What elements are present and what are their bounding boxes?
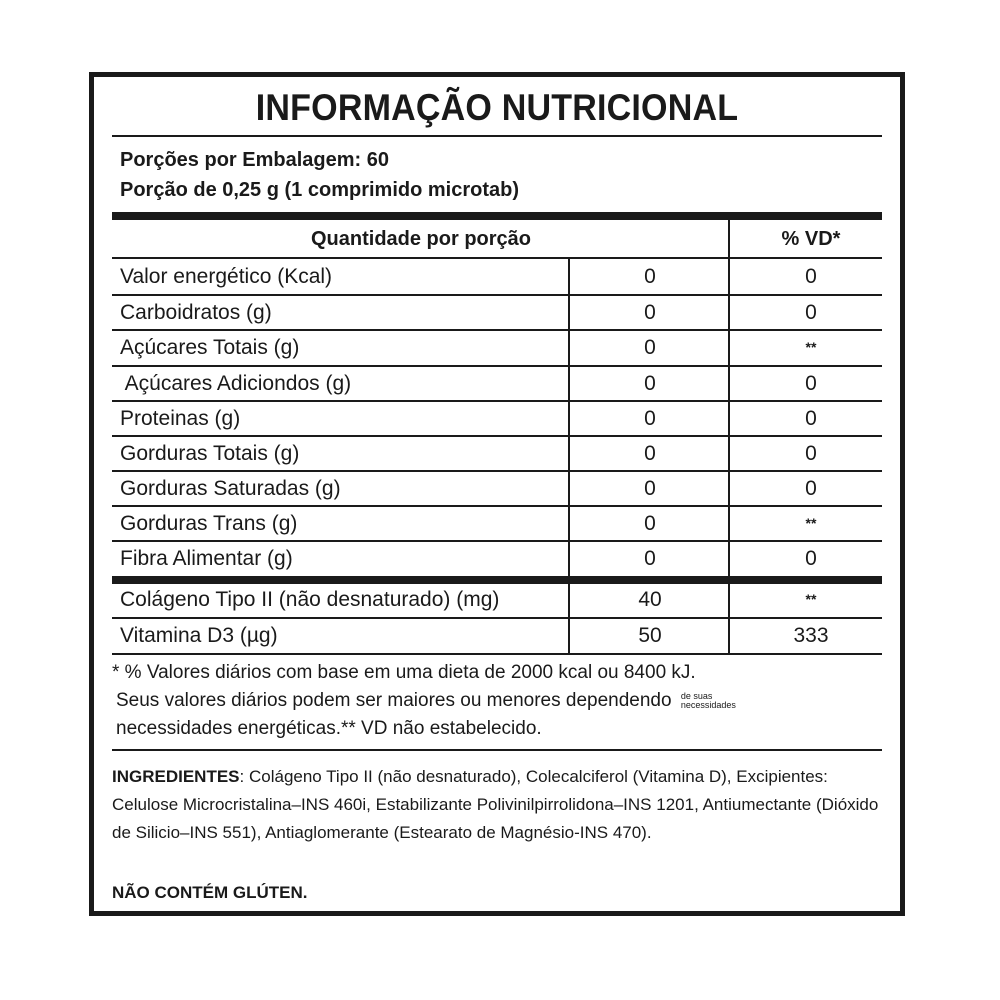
nutrient-vd: 0 bbox=[805, 442, 817, 465]
nutrient-qty: 0 bbox=[644, 442, 656, 465]
ingredients-block bbox=[112, 763, 882, 847]
footnote-daily-values-2 bbox=[116, 687, 736, 715]
nutrient-vd: 333 bbox=[793, 624, 829, 647]
footnote-small-text bbox=[681, 692, 736, 710]
table-row bbox=[112, 366, 882, 401]
footnote-vd-not-established: necessidades energéticas.** VD não estabelecido. bbox=[116, 718, 542, 739]
nutrient-name: Colágeno Tipo II (não desnaturado) (mg) bbox=[120, 588, 500, 611]
nutrient-name: Açúcares Adiciondos (g) bbox=[120, 372, 352, 395]
table-row bbox=[112, 471, 882, 506]
servings-per-package: Porções por Embalagem: 60 bbox=[120, 149, 389, 171]
nutrient-qty: 0 bbox=[644, 512, 656, 535]
nutrient-qty: 0 bbox=[644, 407, 656, 430]
table-row bbox=[112, 506, 882, 541]
nutrient-qty: 0 bbox=[644, 547, 656, 570]
nutrient-qty: 50 bbox=[638, 624, 662, 647]
header-vd: % VD* bbox=[781, 228, 841, 250]
table-row bbox=[112, 582, 882, 617]
ingredients-label: INGREDIENTES bbox=[112, 767, 240, 786]
label-title: INFORMAÇÃO NUTRICIONAL bbox=[255, 87, 739, 128]
table-bottom-divider bbox=[112, 653, 882, 655]
nutrient-name: Gorduras Saturadas (g) bbox=[120, 477, 341, 500]
nutrient-name: Gorduras Totais (g) bbox=[120, 442, 300, 465]
nutrient-qty: 0 bbox=[644, 301, 656, 324]
nutrient-vd: 0 bbox=[805, 265, 817, 288]
nutrient-vd: ** bbox=[805, 591, 817, 607]
title-divider bbox=[112, 135, 882, 137]
nutrient-qty: 0 bbox=[644, 336, 656, 359]
nutrient-name: Proteinas (g) bbox=[120, 407, 241, 430]
table-row bbox=[112, 436, 882, 471]
table-row bbox=[112, 295, 882, 330]
table-row bbox=[112, 401, 882, 436]
footnote-line-2: Seus valores diários podem ser maiores ou menores dependendo bbox=[116, 690, 672, 711]
nutrient-name: Vitamina D3 (µg) bbox=[120, 624, 278, 647]
gluten-statement: NÃO CONTÉM GLÚTEN. bbox=[112, 883, 308, 902]
table-row bbox=[112, 618, 882, 653]
nutrient-qty: 40 bbox=[638, 588, 662, 611]
nutrient-vd: 0 bbox=[805, 547, 817, 570]
ingredients-text: : Colágeno Tipo II (não desnaturado), Colecalciferol (Vitamina D), Excipientes: Celulose Microcristalina–INS 460i, Estabilizante Polivinilpirrolidona–INS 1201, Antiumectante (Dióxido de Silicio–INS 551), Antiaglomerante (Estearato de Magnésio-INS 470). bbox=[112, 767, 879, 842]
nutrient-qty: 0 bbox=[644, 372, 656, 395]
nutrient-vd: ** bbox=[805, 339, 817, 355]
nutrient-name: Açúcares Totais (g) bbox=[120, 336, 300, 359]
footnote-divider bbox=[112, 749, 882, 751]
nutrient-vd: 0 bbox=[805, 301, 817, 324]
nutrition-label bbox=[89, 72, 905, 916]
nutrient-qty: 0 bbox=[644, 477, 656, 500]
nutrient-name: Fibra Alimentar (g) bbox=[120, 547, 293, 570]
footnote-small-a: de suas bbox=[680, 690, 713, 701]
header-quantity: Quantidade por porção bbox=[310, 228, 532, 250]
table-row bbox=[112, 259, 882, 294]
nutrient-vd: 0 bbox=[805, 407, 817, 430]
nutrient-vd: 0 bbox=[805, 372, 817, 395]
serving-divider bbox=[112, 212, 882, 220]
nutrition-label-inner bbox=[112, 77, 882, 911]
nutrient-qty: 0 bbox=[644, 265, 656, 288]
table-row bbox=[112, 541, 882, 576]
nutrient-name: Valor energético (Kcal) bbox=[120, 265, 333, 288]
serving-size: Porção de 0,25 g (1 comprimido microtab) bbox=[120, 179, 519, 201]
table-row bbox=[112, 330, 882, 365]
nutrient-vd: ** bbox=[805, 515, 817, 531]
nutrient-name: Carboidratos (g) bbox=[120, 301, 272, 324]
footnote-daily-values: * % Valores diários com base em uma dieta de 2000 kcal ou 8400 kJ. bbox=[112, 662, 696, 683]
footnote-small-b: necessidades bbox=[680, 699, 736, 710]
nutrient-vd: 0 bbox=[805, 477, 817, 500]
nutrient-name: Gorduras Trans (g) bbox=[120, 512, 298, 535]
